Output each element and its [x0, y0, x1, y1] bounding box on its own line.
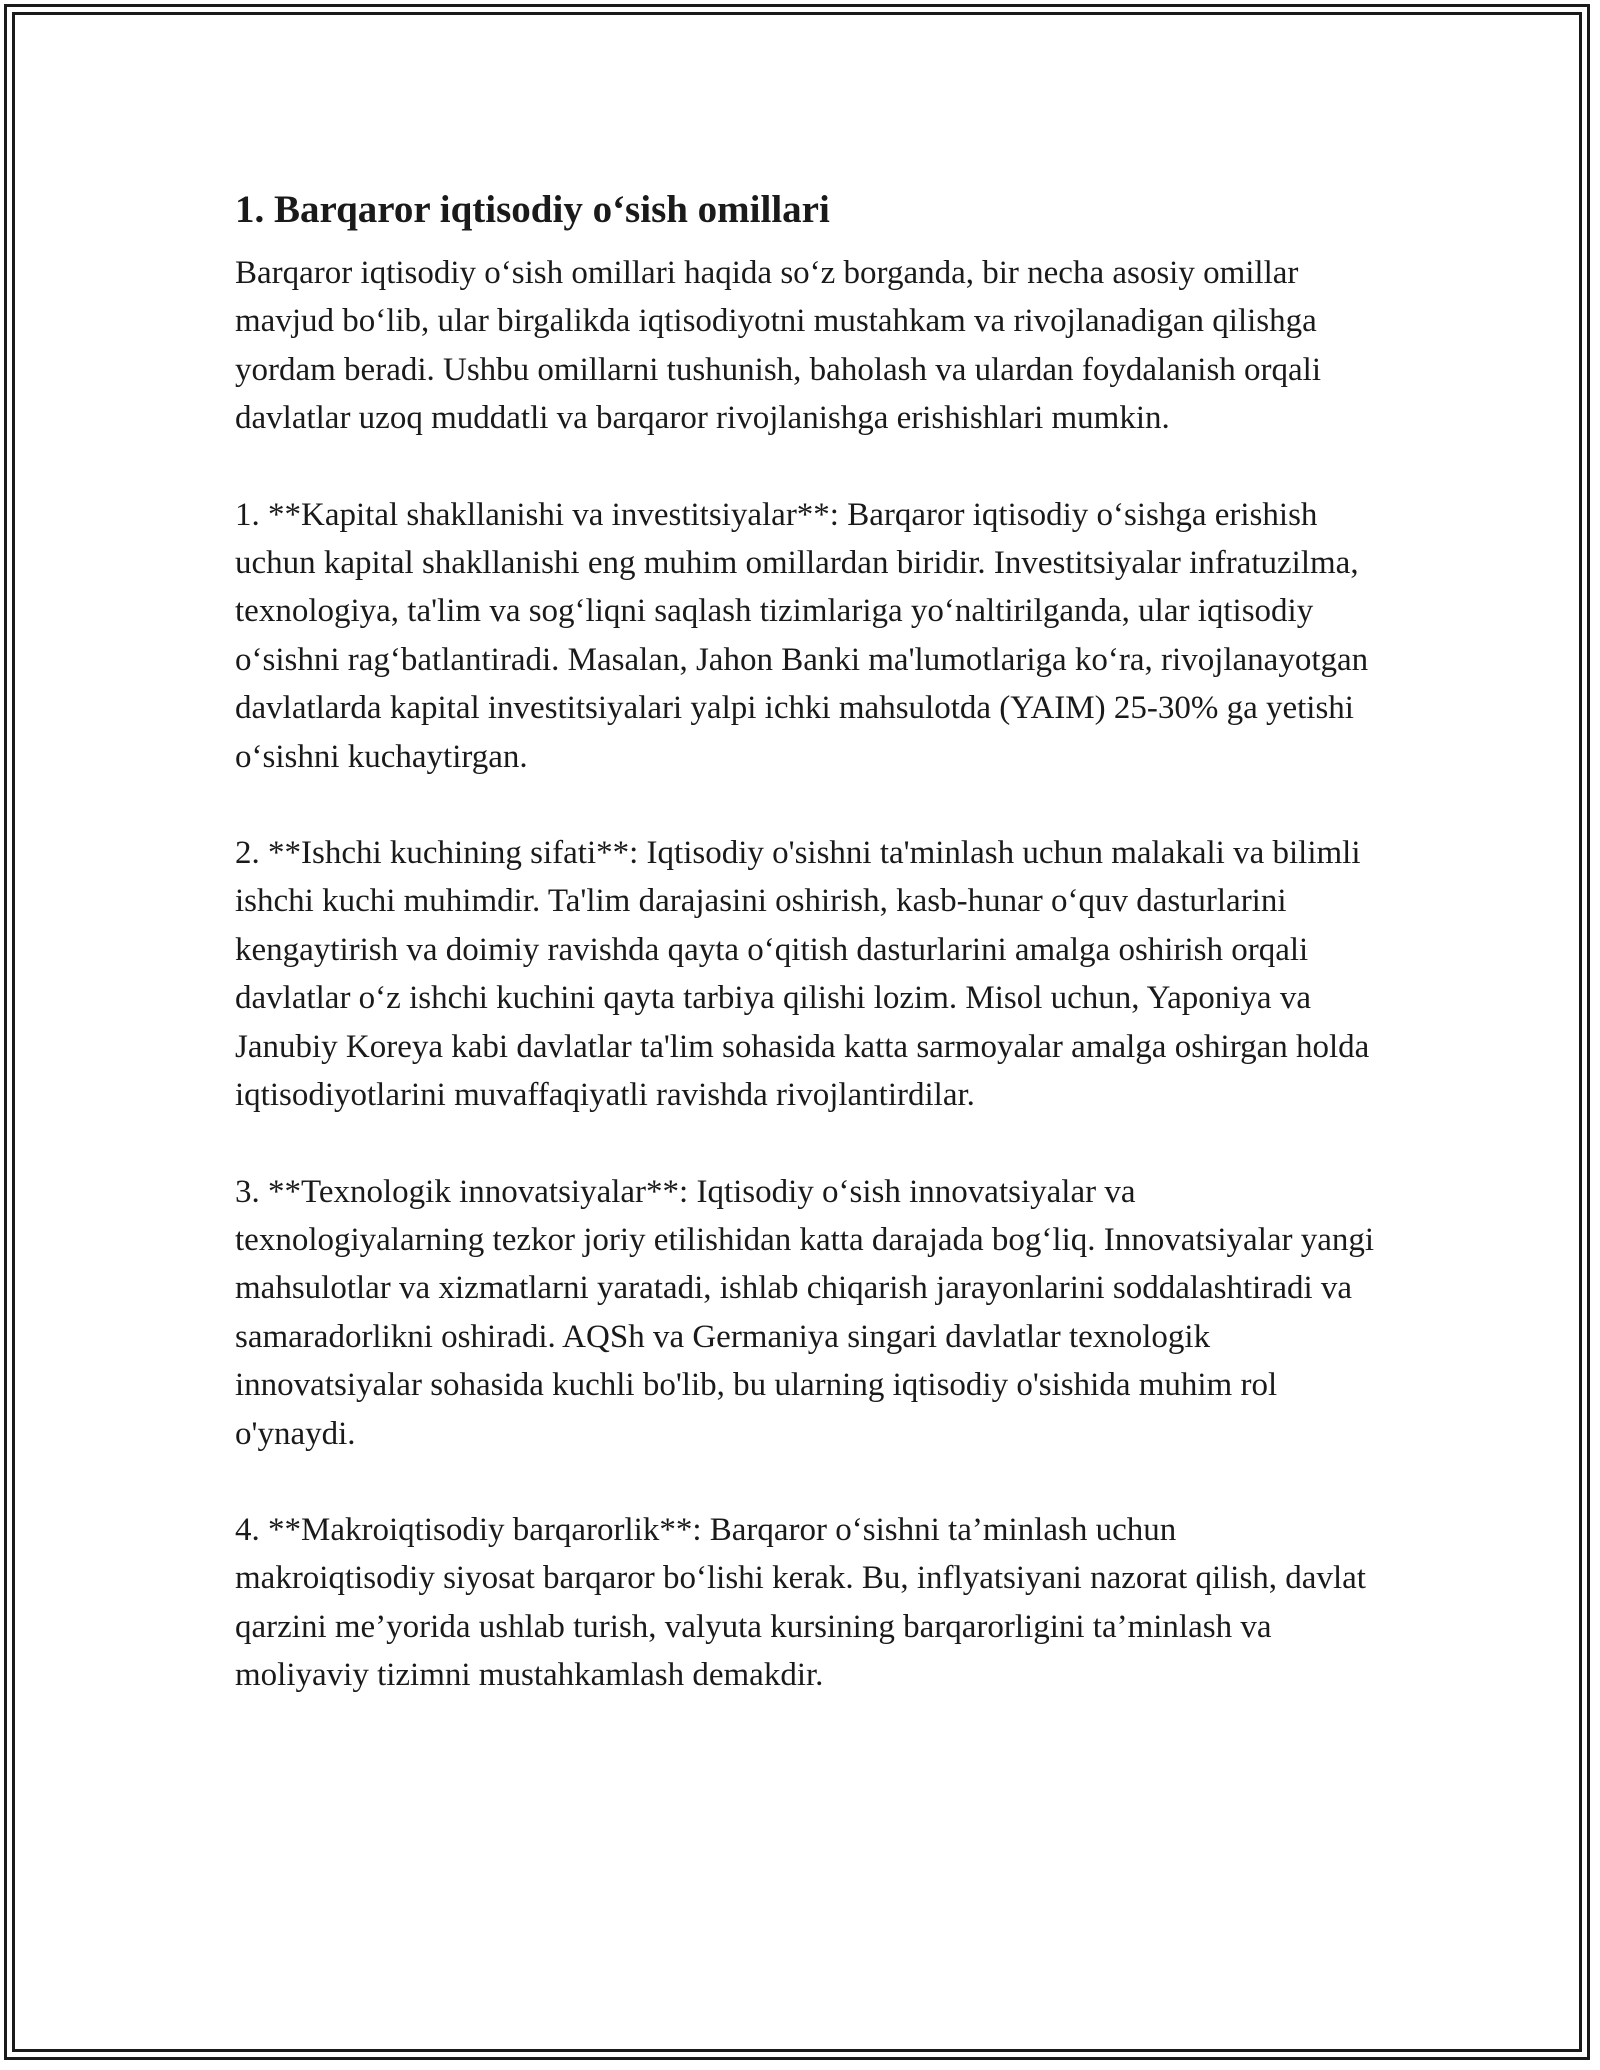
document-body — [235, 185, 1375, 1748]
paragraph-macro: 4. **Makroiqtisodiy barqarorlik**: Barqaror o‘sishni ta’minlash uchun makroiqtisodiy siyosat barqaror bo‘lishi kerak. Bu, inflyatsiyani nazorat qilish, davlat qarzini me’yorida ushlab turish, valyuta kursining barqarorligini ta’minlash va moliyaviy tizimni mustahkamlash demakdir. — [235, 1511, 1366, 1694]
intro-paragraph: Barqaror iqtisodiy o‘sish omillari haqida so‘z borganda, bir necha asosiy omillar mavjud bo‘lib, ular birgalikda iqtisodiyotni mustahkam va rivojlanadigan qilishga yordam beradi. Ushbu omillarni tushunish, baholash va ulardan foydalanish orqali davlatlar uzoq muddatli va barqaror rivojlanishga erishishlari mumkin. — [235, 255, 1322, 437]
paragraph-labor: 2. **Ishchi kuchining sifati**: Iqtisodiy o'sishni ta'minlash uchun malakali va bilimli ishchi kuchi muhimdir. Ta'lim darajasini oshirish, kasb-hunar o‘quv dasturlarini kengaytirish va doimiy ravishda qayta o‘qitish dasturlarini amalga oshirish orqali davlatlar o‘z ishchi kuchini qayta tarbiya qilishi lozim. Misol uchun, Yaponiya va Janubiy Koreya kabi davlatlar ta'lim sohasida katta sarmoyalar amalga oshirgan holda iqtisodiyotlarini muvaffaqiyatli ravishda rivojlantirdilar. — [235, 835, 1370, 1114]
paragraph-technology: 3. **Texnologik innovatsiyalar**: Iqtisodiy o‘sish innovatsiyalar va texnologiyalarning tezkor joriy etilishidan katta darajada bog‘liq. Innovatsiyalar yangi mahsulotlar va xizmatlarni yaratadi, ishlab chiqarish jarayonlarini soddalashtiradi va samaradorlikni oshiradi. AQSh va Germaniya singari davlatlar texnologik innovatsiyalar sohasida kuchli bo'lib, bu ularning iqtisodiy o'sishida muhim rol o'ynaydi. — [235, 1173, 1375, 1452]
paragraph-capital: 1. **Kapital shakllanishi va investitsiyalar**: Barqaror iqtisodiy o‘sishga erishish uchun kapital shakllanishi eng muhim omillardan biridir. Investitsiyalar infratuzilma, texnologiya, ta'lim va sog‘liqni saqlash tizimlariga yo‘naltirilganda, ular iqtisodiy o‘sishni rag‘batlantiradi. Masalan, Jahon Banki ma'lumotlariga ko‘ra, rivojlanayotgan davlatlarda kapital investitsiyalari yalpi ichki mahsulotda (YAIM) 25-30% ga yetishi o‘sishni kuchaytirgan. — [235, 496, 1369, 775]
document-title: 1. Barqaror iqtisodiy o‘sish omillari — [235, 188, 830, 231]
